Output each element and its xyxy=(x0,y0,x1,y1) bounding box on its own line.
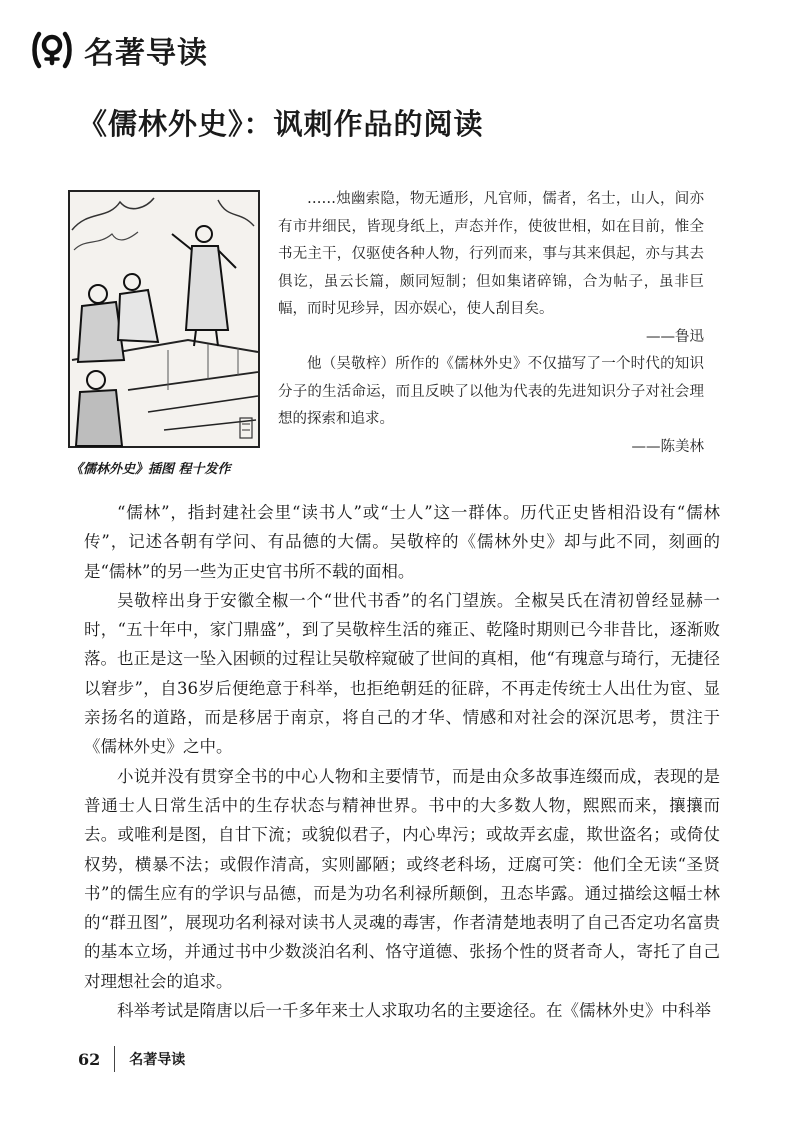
quote-text: ……烛幽索隐，物无遁形，凡官师，儒者，名士，山人，间亦有市井细民，皆现身纸上，声态并作，使彼世相，如在目前，惟全书无主干，仅驱使各种人物，行列而来，事与其来俱起，亦与其去俱讫，虽云长篇，颇同短制；但如集诸碎锦，合为帖子，虽非巨幅，而时见珍异，因亦娱心，使人刮目矣。 xyxy=(278,191,704,317)
footer-divider xyxy=(114,1046,115,1072)
section-title: 名著导读 xyxy=(84,36,208,71)
footer-label: 名著导读 xyxy=(129,1052,186,1068)
body-text xyxy=(84,498,720,1025)
chapter-title: 《儒林外史》：讽刺作品的阅读 xyxy=(78,107,484,141)
paragraph: “儒林”，指封建社会里“读书人”或“士人”这一群体。历代正史皆相沿设有“儒林传”，记述各朝有学问、有品德的大儒。吴敬梓的《儒林外史》却与此不同，刻画的是“儒林”的另一些为正史官书所不载的面相。 xyxy=(84,503,720,581)
paragraph: 科举考试是隋唐以后一千多年来士人求取功名的主要途径。在《儒林外史》中科举 xyxy=(117,1001,711,1021)
paragraph: 吴敬梓出身于安徽全椒一个“世代书香”的名门望族。全椒吴氏在清初曾经显赫一时，“五十年中，家门鼎盛”，到了吴敬梓生活的雍正、乾隆时期则已今非昔比，逐渐败落。也正是这一坠入困顿的过程让吴敬梓窥破了世间的真相，他“有瑰意与琦行，无捷径以窘步”，自36岁后便绝意于科举，也拒绝朝廷的征辟，不再走传统士人出仕为宦、显亲扬名的道路，而是移居于南京，将自己的才华、情感和对社会的深沉思考，贯注于《儒林外史》之中。 xyxy=(84,590,720,757)
page-number: 62 xyxy=(78,1049,101,1069)
quote-block xyxy=(278,186,704,461)
quote-text: 他（吴敬梓）所作的《儒林外史》不仅描写了一个时代的知识分子的生活命运，而且反映了以他为代表的先进知识分子对社会理想的探索和追求。 xyxy=(278,356,704,427)
woodblock-illustration xyxy=(68,190,260,448)
quote-author: ——鲁迅 xyxy=(646,328,704,345)
quote-author: ——陈美林 xyxy=(631,438,704,455)
paragraph: 小说并没有贯穿全书的中心人物和主要情节，而是由众多故事连缀而成，表现的是普通士人日常生活中的生存状态与精神世界。书中的大多数人物，熙熙而来，攘攘而去。或唯利是图，自甘下流；或貌似君子，内心卑污；或故弄玄虚，欺世盗名；或倚仗权势，横暴不法；或假作清高，实则鄙陋；或终老科场，迂腐可笑：他们全无读“圣贤书”的儒生应有的学识与品德，而是为功名利禄所颠倒，丑态毕露。通过描绘这幅士林的“群丑图”，展现功名利禄对读书人灵魂的毒害，作者清楚地表明了自己否定功名富贵的基本立场，并通过书中少数淡泊名利、恪守道德、张扬个性的贤者奇人，寄托了自己对理想社会的追求。 xyxy=(84,766,720,991)
section-header xyxy=(30,28,208,72)
illustration-caption: 《儒林外史》插图 程十发作 xyxy=(70,462,231,477)
page-footer xyxy=(78,1046,185,1072)
reading-guide-icon xyxy=(30,28,74,72)
